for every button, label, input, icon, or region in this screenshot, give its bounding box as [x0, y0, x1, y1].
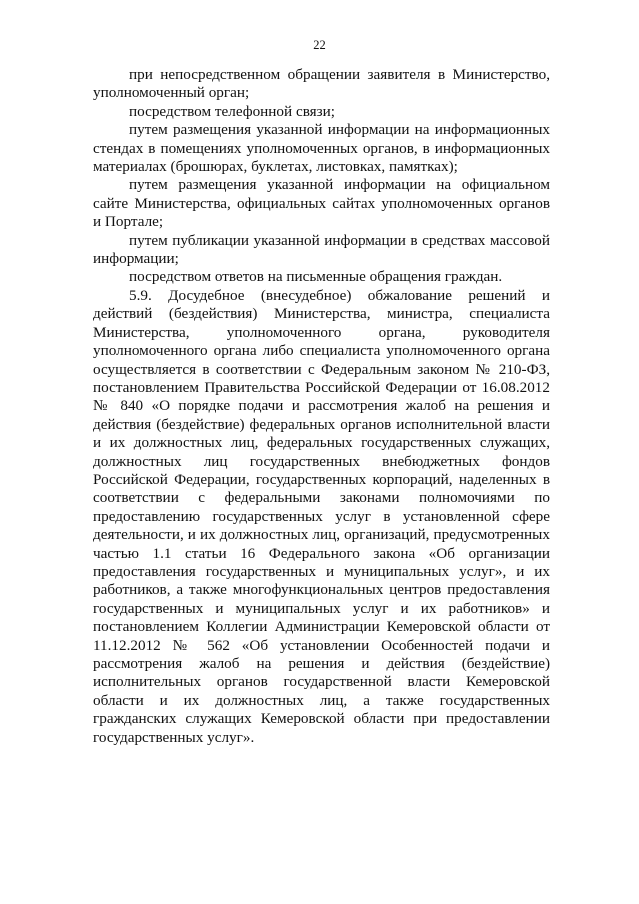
page-number: 22: [313, 38, 326, 52]
paragraph-mass-media: путем публикации указанной информации в средствах массовой информации;: [93, 231, 550, 268]
document-body: [93, 66, 550, 747]
paragraph-official-site: путем размещения указанной информации на официальном сайте Министерства, официальных сайтах уполномоченных органов и Портале;: [93, 176, 550, 231]
paragraph-written-answers: посредством ответов на письменные обращения граждан.: [129, 268, 503, 286]
paragraph-section-5-9: 5.9. Досудебное (внесудебное) обжалование решений и действий (бездействия) Министерства, министра, специалиста Министерства, уполномоченного органа, руководителя уполномоченного органа либо специалиста уполномоченного органа осуществляется в соответствии с Федеральным законом № 210-ФЗ, постановлением Правительства Российской Федерации от 16.08.2012 № 840 «О порядке подачи и рассмотрения жалоб на решения и действия (бездействие) федеральных органов исполнительной власти и их должностных лиц, федеральных государственных служащих, должностных лиц государственных внебюджетных фондов Российской Федерации, государственных корпораций, наделенных в соответствии с федеральными законами полномочиями по предоставлению государственных услуг в установленной сфере деятельности, и их должностных лиц, организаций, предусмотренных частью 1.1 статьи 16 Федерального закона «Об организации предоставления государственных и муниципальных услуг», и их работников, а также многофункциональных центров предоставления государственных и муниципальных услуг и их работников» и постановлением Коллегии Администрации Кемеровской области от 11.12.2012 № 562 «Об установлении Особенностей подачи и рассмотрения жалоб на решения и действия (бездействие) исполнительных органов государственной власти Кемеровской области и их должностных лиц, а также государственных гражданских служащих Кемеровской области при предоставлении государственных услуг».: [93, 286, 550, 746]
paragraph-direct-appeal: при непосредственном обращении заявителя в Министерство, уполномоченный орган;: [93, 66, 550, 102]
paragraph-info-stands: путем размещения указанной информации на информационных стендах в помещениях уполномоченных органов, в информационных материалах (брошюрах, буклетах, листовках, памятках);: [93, 121, 550, 176]
paragraph-phone: посредством телефонной связи;: [129, 102, 335, 120]
